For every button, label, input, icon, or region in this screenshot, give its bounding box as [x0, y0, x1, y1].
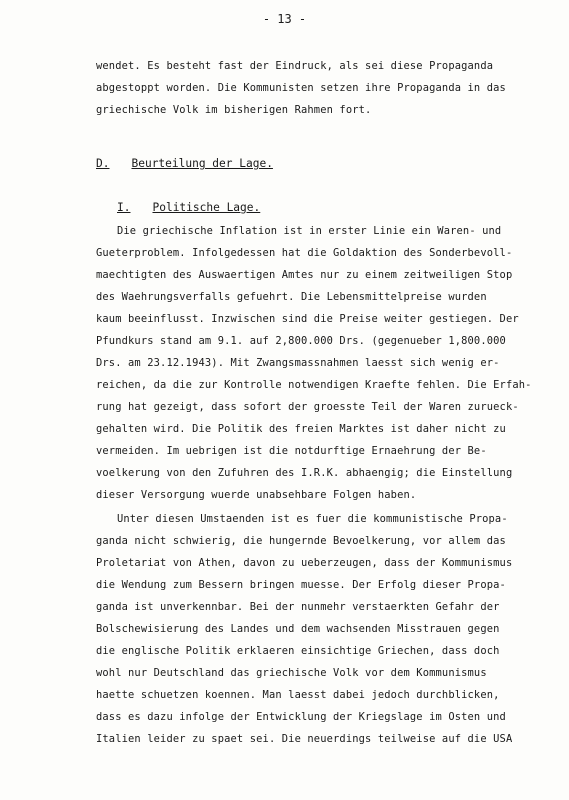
paragraph-1-line: rung hat gezeigt, dass sofort der groesste Teil der Waren zurueck-	[96, 401, 519, 413]
paragraph-1-line: Gueterproblem. Infolgedessen hat die Goldaktion des Sonderbevoll-	[96, 247, 513, 259]
paragraph-2-line: Unter diesen Umstaenden ist es fuer die kommunistische Propa-	[117, 513, 508, 525]
paragraph-1-line: reichen, da die zur Kontrolle notwendigen Kraefte fehlen. Die Erfah-	[96, 379, 532, 391]
intro-line-3: griechische Volk im bisherigen Rahmen fort.	[96, 104, 372, 116]
paragraph-2-line: haette schuetzen koennen. Man laesst dabei jedoch durchblicken,	[96, 689, 500, 701]
paragraph-1-line: kaum beeinflusst. Inzwischen sind die Preise weiter gestiegen. Der	[96, 313, 519, 325]
section-heading	[96, 157, 273, 170]
subsection-heading-title: Politische Lage.	[152, 201, 261, 214]
section-heading-title: Beurteilung der Lage.	[131, 157, 273, 170]
intro-line-2: abgestoppt worden. Die Kommunisten setzen ihre Propaganda in das	[96, 82, 506, 94]
paragraph-2-line: Italien leider zu spaet sei. Die neuerdings teilweise auf die USA	[96, 733, 513, 745]
paragraph-1-line: voelkerung von den Zufuhren des I.R.K. abhaengig; die Einstellung	[96, 467, 513, 479]
paragraph-2-line: ganda nicht schwierig, die hungernde Bevoelkerung, vor allem das	[96, 535, 506, 547]
paragraph-2-line: Proletariat von Athen, davon zu ueberzeugen, dass der Kommunismus	[96, 557, 513, 569]
subsection-heading-number: I.	[117, 201, 131, 214]
paragraph-1-line: dieser Versorgung wuerde unabsehbare Folgen haben.	[96, 489, 417, 501]
paragraph-1-line: vermeiden. Im uebrigen ist die notdurftige Ernaehrung der Be-	[96, 445, 487, 457]
intro-line-1: wendet. Es besteht fast der Eindruck, als sei diese Propaganda	[96, 60, 494, 72]
paragraph-2-line: dass es dazu infolge der Entwicklung der Kriegslage im Osten und	[96, 711, 506, 723]
paragraph-2-line: Bolschewisierung des Landes und dem wachsenden Misstrauen gegen	[96, 623, 500, 635]
page-number: - 13 -	[262, 12, 307, 26]
paragraph-1-line: Drs. am 23.12.1943). Mit Zwangsmassnahmen laesst sich wenig er-	[96, 357, 500, 369]
section-heading-number: D.	[96, 157, 110, 170]
paragraph-2-line: ganda ist unverkennbar. Bei der nunmehr verstaerkten Gefahr der	[96, 601, 500, 613]
paragraph-2-line: die englische Politik erklaeren einsichtige Griechen, dass doch	[96, 645, 500, 657]
paragraph-1-line: Pfundkurs stand am 9.1. auf 2,800.000 Drs. (gegenueber 1,800.000	[96, 335, 506, 347]
paragraph-1-line: maechtigten des Auswaertigen Amtes nur zu einem zeitweiligen Stop	[96, 269, 513, 281]
subsection-heading	[117, 201, 260, 214]
paragraph-2-line: die Wendung zum Bessern bringen muesse. Der Erfolg dieser Propa-	[96, 579, 506, 591]
paragraph-2-line: wohl nur Deutschland das griechische Volk vor dem Kommunismus	[96, 667, 487, 679]
paragraph-1-line: Die griechische Inflation ist in erster Linie ein Waren- und	[117, 225, 502, 237]
paragraph-1-line: des Waehrungsverfalls gefuehrt. Die Lebensmittelpreise wurden	[96, 291, 487, 303]
paragraph-1-line: gehalten wird. Die Politik des freien Marktes ist daher nicht zu	[96, 423, 506, 435]
